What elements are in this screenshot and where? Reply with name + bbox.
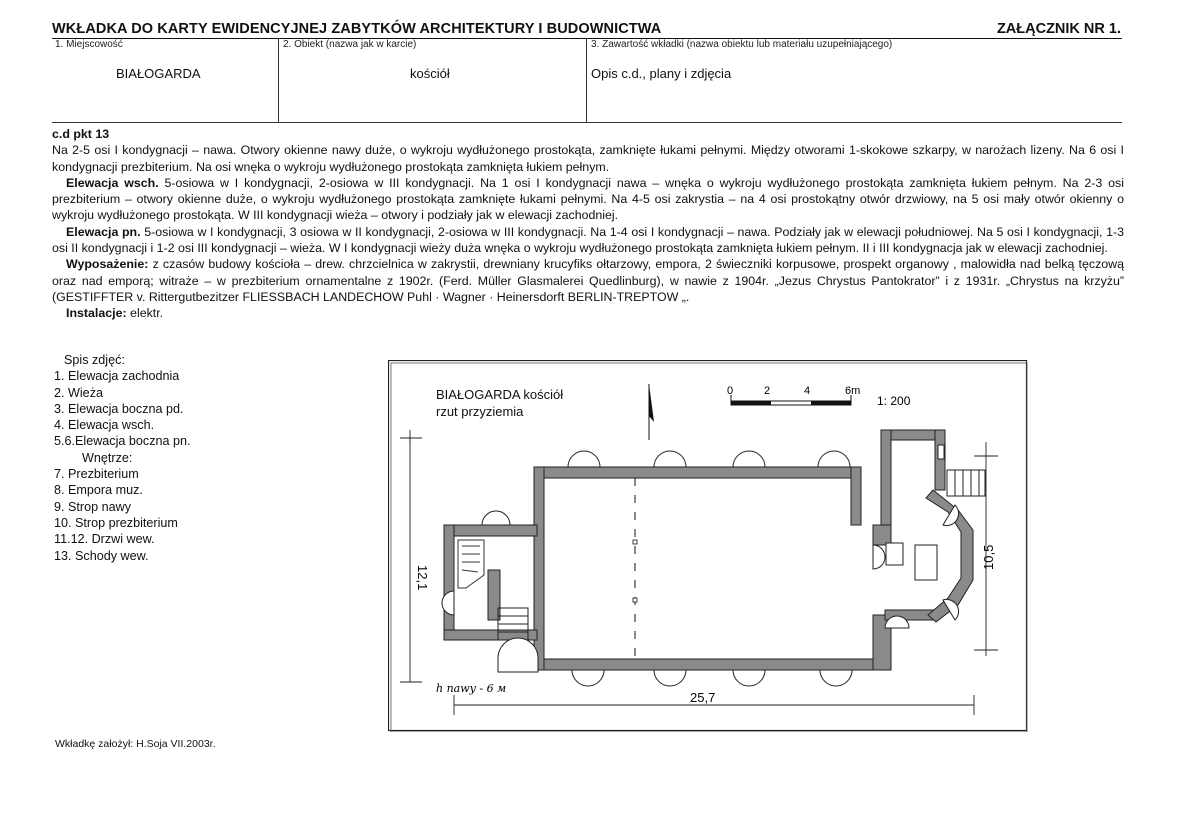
list-item: 8. Empora muz.: [54, 483, 143, 498]
field-locality: [52, 38, 279, 123]
dimension-width: 12,1: [415, 565, 430, 591]
scale-tick: 2: [764, 385, 771, 397]
list-item: 4. Elewacja wsch.: [54, 418, 155, 433]
scale-tick: 6m: [845, 385, 861, 397]
east-elevation-label: Elewacja wsch.: [66, 175, 159, 190]
field-contents: [586, 38, 1122, 123]
furnishings-label: Wyposażenie:: [66, 257, 149, 272]
east-elevation-text: 5-osiowa w I kondygnacji, 2-osiowa w III kondygnacji. Na 1 osi I kondygnacji nawa – wnęka o wykroju wydłużonego prostokąta zamknięta łukiem pełnym. Na 2-3 osi prezbiterium – otwory okienne duże, o wykroju wydłużonego prostokąta zamknięte łukami pełnymi. Na 4-5 osi zakrystia – na 4 osi prostokątny otwór drzwiowy, na 5 osi mały otwór okienny o wykroju wydłużonego prostokąta. W III kondygnacji wieża – otwory i podziały jak w elewacji zachodniej.: [52, 175, 1124, 223]
list-item: 13. Schody wew.: [54, 548, 149, 563]
section-heading: c.d pkt 13: [52, 127, 110, 141]
list-item: 7. Prezbiterium: [54, 467, 139, 482]
nave-height-note: h nawy - 6 м: [436, 682, 507, 695]
list-item: Wnętrze:: [54, 450, 133, 465]
dimension-length: 25,7: [690, 690, 716, 705]
installations-text: elektr.: [126, 306, 164, 321]
list-item: 10. Strop prezbiterium: [54, 515, 178, 530]
list-item: 2. Wieża: [54, 385, 103, 400]
form-title: WKŁADKA DO KARTY EWIDENCYJNEJ ZABYTKÓW ARCHITEKTURY I BUDOWNICTWA: [52, 21, 662, 37]
north-elevation-label: Elewacja pn.: [66, 224, 141, 239]
north-elevation-text: 5-osiowa w I kondygnacji, 3 osiowa w II kondygnacji, 2-osiowa w III kondygnacji. Na 1-4 osi I kondygnacji – nawa. Podziały jak w elewacji południowej. Na 5 osi I kondygnacji, 1-3 osi II kondygnacji i 1-2 osi III kondygnacji – wieża. W I kondygnacji wieży duża wnęka o wykroju wydłużonego prostokąta zamknięta łukiem pełnym. II i III kondygnacja jak w elewacji zachodniej.: [52, 224, 1124, 256]
field-object: [278, 38, 587, 123]
field-object-label: 2. Obiekt (nazwa jak w karcie): [283, 39, 417, 50]
field-object-value: kościół: [410, 66, 450, 81]
paragraph-nave: Na 2-5 osi I kondygnacji – nawa. Otwory okienne nawy duże, o wykroju wydłużonego prostokąta, zamknięte łukami pełnymi. Między otworami 1-skokowe szkarpy, w narożach lizeny. Na 6 osi I kondygnacji prezbiterium. Na osi wnęka o wykroju wydłużonego prostokąta zamknięta łukiem pełnym.: [52, 143, 1124, 174]
photo-list: [54, 352, 191, 564]
list-item: 9. Strop nawy: [54, 499, 132, 514]
list-item: 3. Elewacja boczna pd.: [54, 401, 184, 416]
plan-subtitle: rzut przyziemia: [436, 404, 524, 419]
photo-list-title: Spis zdjęć:: [64, 353, 125, 367]
annex-number: ZAŁĄCZNIK NR 1.: [996, 21, 1121, 37]
floor-plan: [388, 360, 1028, 732]
field-contents-label: 3. Zawartość wkładki (nazwa obiektu lub materiału uzupełniającego): [591, 39, 893, 50]
list-item: 1. Elewacja zachodnia: [54, 369, 180, 384]
scale-tick: 4: [804, 385, 811, 397]
plan-title: BIAŁOGARDA kościół: [436, 387, 564, 402]
field-locality-value: BIAŁOGARDA: [116, 66, 201, 81]
installations-label: Instalacje:: [66, 306, 127, 321]
list-item: 11.12. Drzwi wew.: [54, 532, 155, 547]
field-contents-value: Opis c.d., plany i zdjęcia: [591, 66, 732, 81]
scan-edge: [0, 0, 4, 835]
scale-tick: 0: [727, 385, 734, 397]
list-item: 5.6.Elewacja boczna pn.: [54, 434, 191, 449]
scale-ratio: 1: 200: [877, 394, 911, 408]
field-locality-label: 1. Miejscowość: [55, 39, 123, 50]
description-text: [52, 126, 1124, 322]
author-note: Wkładkę założył: H.Soja VII.2003r.: [55, 738, 216, 750]
dimension-right: 10,5: [981, 544, 996, 570]
furnishings-text: z czasów budowy kościoła – drew. chrzcielnica w zakrystii, drewniany krucyfiks ołtarzowy, empora, 2 świeczniki korpusowe, prospekt organowy , malowidła nad belką tęczową oraz nad emporą; witraże – w prezbiterium ornamentalne z 1902r. (Ferd. Müller Glasmalerei Quedlinburg), w nawie z 1904r. „Jezus Chrystus Pantokrator” i z 1931r. „Chrystus na krzyżu” (GESTIFFTER v. Rittergutbezitzer FLIESSBACH LANDECHOW Puhl · Wagner · Heinersdorft BERLIN-TREPTOW „.: [52, 257, 1124, 304]
